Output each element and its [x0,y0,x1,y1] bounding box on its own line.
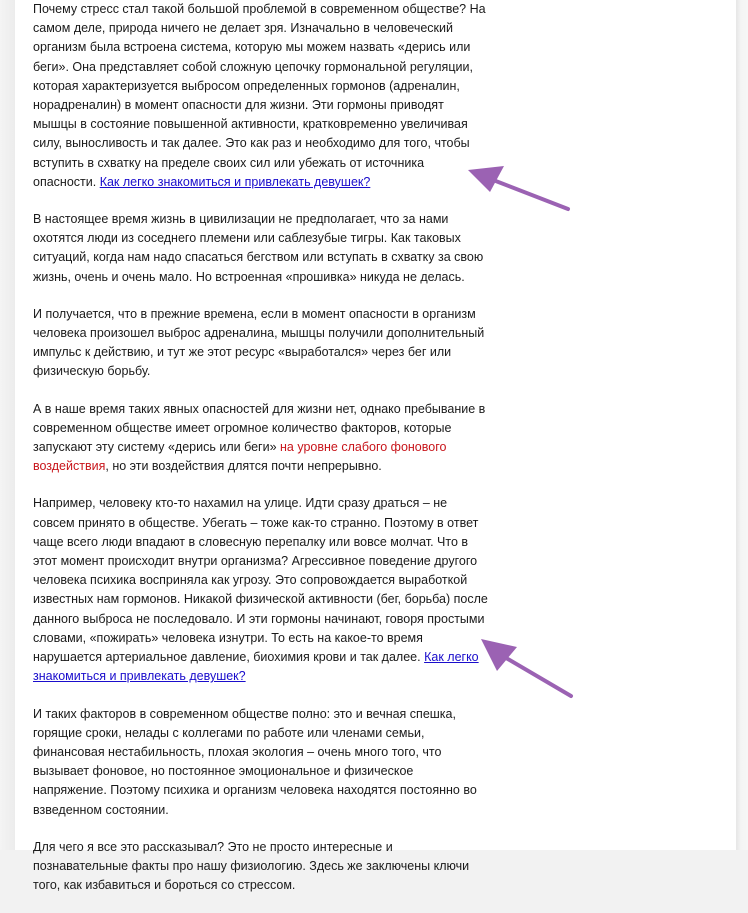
paragraph-4 [33,400,488,477]
paragraph-7 [33,838,488,896]
paragraph-1 [33,0,488,192]
paragraph-text: В настоящее время жизнь в цивилизации не предполагает, что за нами охотятся люди из соседнего племени или саблезубые тигры. Как таковых ситуаций, когда нам надо спасаться бегством или вступать в схватку за свою жизнь, очень и очень мало. Но встроенная «прошивка» никуда не делась. [33,212,484,284]
paragraph-text: Для чего я все это рассказывал? Это не просто интересные и познавательные факты про нашу физиологию. Здесь же заключены ключи того, как избавиться и бороться со стрессом. [33,839,470,893]
paragraph-3 [33,305,488,382]
highlighted-phrase: на уровне слабого фонового воздействия [33,440,447,474]
article-body [33,0,488,913]
left-page-gutter [0,0,15,850]
paragraph-text: И получается, что в прежние времена, если в момент опасности в организм человека произошел выброс адреналина, мышцы получили дополнительный импульс к действию, и тут же этот ресурс «выработался» через бег или физическую борьбу. [33,306,485,379]
paragraph-text: , но эти воздействия длятся почти непрерывно. [105,459,382,474]
paragraph-text: А в наше время таких явных опасностей для жизни нет, однако пребывание в современном обществе имеет огромное количество факторов, которые запускают эту систему «дерись или беги» [33,401,486,455]
paragraph-2 [33,210,488,287]
paragraph-text: Почему стресс стал такой большой проблемой в современном обществе? На самом деле, природа ничего не делает зря. Изначально в человеческий организм была встроена система, которую мы можем назвать «дерись или беги». Она представляет собой сложную цепочку гормональной регуляции, которая характеризуется выбросом определенных гормонов (адреналин, норадреналин) в момент опасности для жизни. Эти гормоны приводят мышцы в состояние повышенной активности, кратковременно увеличивая силу, выносливость и так далее. Это как раз и необходимо для того, чтобы вступить в схватку на пределе своих сил или убежать от источника опасности. [33,2,486,189]
paragraph-text: Например, человеку кто-то нахамил на улице. Идти сразу драться – не совсем принято в обществе. Убегать – тоже как-то странно. Поэтому в ответ чаще всего люди впадают в словесную перепалку или вовсе молчат. Что в этот момент происходит внутри организма? Агрессивное поведение другого человека психика восприняла как угрозу. Это сопровождается выработкой известных нам гормонов. Никакой физической активности (бег, борьба) после данного выброса не последовало. И эти гормоны начинают, говоря простыми словами, «пожирать» человека изнутри. То есть на какое-то время нарушается артериальное давление, биохимия крови и так далее. [33,496,488,665]
paragraph-5 [33,494,488,686]
paragraph-6 [33,705,488,820]
dating-link-2[interactable]: Как легко знакомиться и привлекать девушек? [33,650,479,684]
paragraph-text: И таких факторов в современном обществе полно: это и вечная спешка, горящие сроки, нелады с коллегами по работе или членами семьи, финансовая нестабильность, плохая экология – очень много того, что вызывает фоновое, но постоянное эмоциональное и физическое напряжение. Поэтому психика и организм человека находятся постоянно во взведенном состоянии. [33,706,477,817]
right-scroll-gutter[interactable] [736,0,748,850]
dating-link-1[interactable]: Как легко знакомиться и привлекать девушек? [99,174,371,189]
